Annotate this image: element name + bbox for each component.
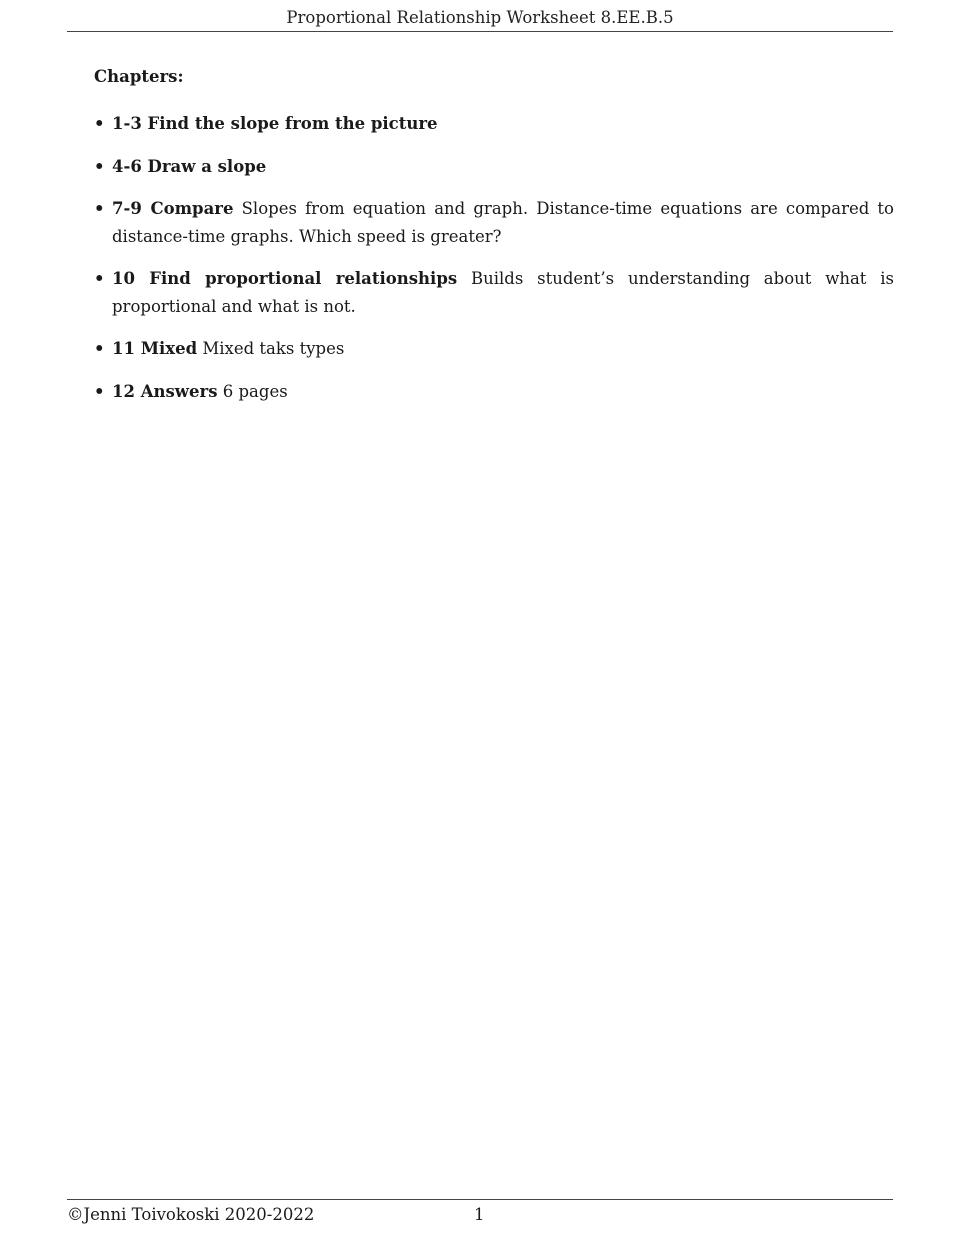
list-item xyxy=(94,335,894,363)
bullet-icon: • xyxy=(94,269,105,288)
bullet-icon: • xyxy=(94,381,105,401)
footer-copyright: ©Jenni Toivokoski 2020-2022 xyxy=(67,1205,315,1224)
chapter-description: Mixed taks types xyxy=(202,339,345,358)
bullet-icon: • xyxy=(94,199,105,218)
header-title: Proportional Relationship Worksheet 8.EE.B.5 xyxy=(286,8,674,27)
list-item xyxy=(94,195,894,250)
list-item xyxy=(94,110,894,138)
chapter-list xyxy=(94,110,894,420)
page-number: 1 xyxy=(474,1205,485,1224)
chapter-title: 4-6 Draw a slope xyxy=(112,156,267,176)
chapter-title: 11 Mixed xyxy=(112,339,198,358)
bullet-icon: • xyxy=(94,114,105,133)
chapter-title: 1-3 Find the slope from the picture xyxy=(112,114,438,133)
chapters-heading: Chapters: xyxy=(94,67,184,86)
chapter-description: 6 pages xyxy=(222,381,288,401)
list-item xyxy=(94,265,894,320)
list-item xyxy=(94,153,894,181)
chapter-title: 12 Answers xyxy=(112,381,218,401)
page-header xyxy=(67,6,893,32)
list-item xyxy=(94,378,894,406)
bullet-icon: • xyxy=(94,339,105,358)
chapter-description: Builds student’s understanding about what is proportional and what is not. xyxy=(112,269,894,316)
chapter-title: 7-9 Compare xyxy=(112,199,234,218)
chapter-title: 10 Find proportional relationships xyxy=(112,269,458,288)
footer-divider xyxy=(67,1199,893,1200)
chapter-description: Slopes from equation and graph. Distance-time equations are compared to distance-time graphs. Which speed is greater? xyxy=(112,199,894,246)
bullet-icon: • xyxy=(94,156,105,176)
